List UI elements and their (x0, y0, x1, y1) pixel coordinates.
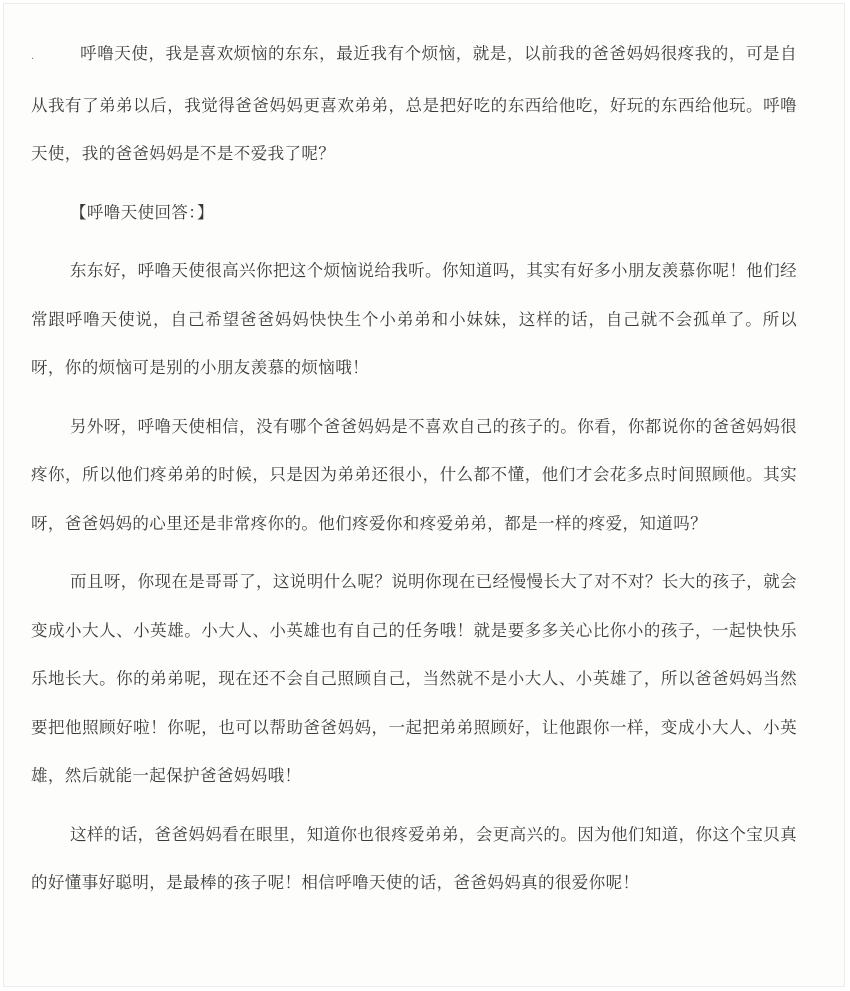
answer-heading: 【呼噜天使回答：】 (70, 202, 214, 222)
opening-mark: . (31, 51, 35, 62)
question-text: 呼噜天使，我是喜欢烦恼的东东，最近我有个烦恼，就是，以前我的爸爸妈妈很疼我的，可是自从我有了弟弟以后，我觉得爸爸妈妈更喜欢弟弟，总是把好吃的东西给他吃，好玩的东西给他玩。呼噜天使，我的爸爸妈妈是不是不爱我了呢？ (31, 44, 797, 163)
answer-paragraph-4: 这样的话，爸爸妈妈看在眼里，知道你也很疼爱弟弟，会更高兴的。因为他们知道，你这个宝贝真的好懂事好聪明，是最棒的孩子呢！相信呼噜天使的话，爸爸妈妈真的很爱你呢！ (31, 824, 797, 892)
article-body (31, 30, 797, 918)
answer-paragraph-2: 另外呀，呼噜天使相信，没有哪个爸爸妈妈是不喜欢自己的孩子的。你看，你都说你的爸爸妈妈很疼你，所以他们疼弟弟的时候，只是因为弟弟还很小，什么都不懂，他们才会花多点时间照顾他。其实呀，爸爸妈妈的心里还是非常疼你的。他们疼爱你和疼爱弟弟，都是一样的疼爱，知道吗？ (31, 416, 797, 533)
answer-paragraph-3: 而且呀，你现在是哥哥了，这说明什么呢？说明你现在已经慢慢长大了对不对？长大的孩子，就会变成小大人、小英雄。小大人、小英雄也有自己的任务哦！就是要多多关心比你小的孩子，一起快快乐乐地长大。你的弟弟呢，现在还不会自己照顾自己，当然就不是小大人、小英雄了，所以爸爸妈妈当然要把他照顾好啦！你呢，也可以帮助爸爸妈妈，一起把弟弟照顾好，让他跟你一样，变成小大人、小英雄，然后就能一起保护爸爸妈妈哦！ (31, 572, 797, 785)
question-paragraph (31, 30, 797, 179)
document-page (3, 3, 845, 987)
answer-paragraph-1: 东东好，呼噜天使很高兴你把这个烦恼说给我听。你知道吗，其实有好多小朋友羡慕你呢！他们经常跟呼噜天使说，自己希望爸爸妈妈快快生个小弟弟和小妹妹，这样的话，自己就不会孤单了。所以呀，你的烦恼可是别的小朋友羡慕的烦恼哦！ (31, 261, 797, 377)
